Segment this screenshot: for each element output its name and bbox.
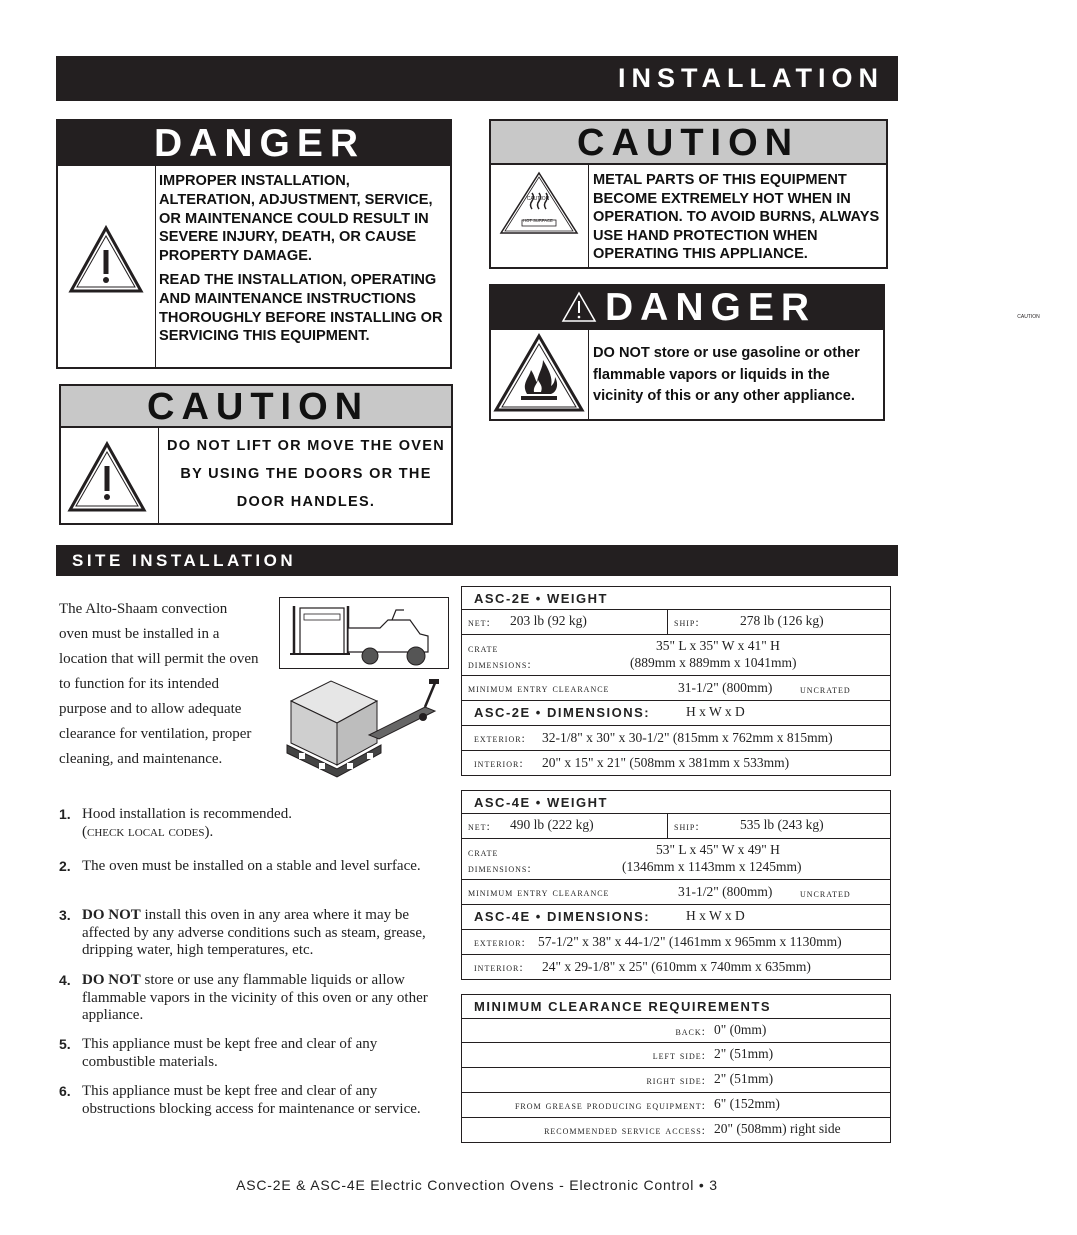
table-row	[462, 1042, 890, 1067]
flammable-icon	[491, 330, 589, 419]
warning-triangle-icon	[61, 428, 159, 523]
section-header-bar	[56, 56, 898, 101]
section-title: INSTALLATION	[618, 63, 884, 93]
danger-flammable-text: DO NOT store or use gasoline or other flammable vapors or liquids in the vicinity of this or any other appliance.	[593, 345, 860, 404]
crate-label: dimensions:	[468, 861, 532, 875]
site-installation-intro	[59, 597, 259, 772]
exterior-label: exterior:	[474, 935, 526, 949]
table-row	[462, 700, 890, 725]
table-row	[462, 1092, 890, 1117]
asc4e-spec-table	[461, 790, 891, 980]
crate-dimensions-mm: (889mm x 889mm x 1041mm)	[630, 655, 797, 670]
net-weight: 203 lb (92 kg)	[510, 613, 587, 628]
site-installation-bar	[56, 545, 898, 576]
table-heading: MINIMUM CLEARANCE REQUIREMENTS	[474, 999, 772, 1014]
min-entry-label: minimum entry clearance	[468, 885, 610, 899]
danger-text-1: IMPROPER INSTALLATION, ALTERATION, ADJUSTMENT, SERVICE, OR MAINTENANCE COULD RESULT IN SEVERE INJURY, DEATH, OR CAUSE PROPERTY DAMAGE.	[159, 173, 433, 265]
interior-label: interior:	[474, 960, 524, 974]
caution-title-bar	[491, 121, 886, 165]
hot-surface-icon-label-1: CAUTION	[1017, 314, 1040, 320]
list-item	[59, 1036, 444, 1071]
table-row	[462, 1018, 890, 1042]
table-row	[462, 609, 890, 634]
list-number: 1.	[59, 806, 71, 822]
dimension-order: H x W x D	[686, 908, 745, 923]
table-row	[462, 750, 890, 775]
table-heading: ASC-4E • WEIGHT	[474, 795, 608, 810]
forklift-illustration	[279, 597, 449, 669]
clearance-value: 2" (51mm)	[714, 1071, 774, 1086]
list-item	[59, 972, 444, 1025]
table-row	[462, 995, 890, 1018]
list-item	[59, 907, 444, 960]
crate-label: crate	[468, 845, 499, 859]
list-number: 6.	[59, 1083, 71, 1099]
net-label: net:	[468, 819, 491, 833]
page-footer: ASC-2E & ASC-4E Electric Convection Ovens - Electronic Control • 3	[236, 1177, 718, 1193]
table-row	[462, 954, 890, 979]
min-entry-suffix: uncrated	[800, 682, 851, 696]
table-heading: ASC-4E • DIMENSIONS:	[474, 909, 651, 924]
list-number: 2.	[59, 858, 71, 874]
hot-surface-icon-label-2: HOT SURFACE	[523, 218, 553, 223]
table-row	[462, 675, 890, 700]
list-text: This appliance must be kept free and clear of any combustible materials.	[82, 1036, 378, 1070]
interior-dimensions: 24" x 29-1/8" x 25" (610mm x 740mm x 635mm)	[542, 959, 811, 974]
clearance-value: 0" (0mm)	[714, 1022, 767, 1037]
clearance-label: from grease producing equipment:	[514, 1098, 706, 1112]
interior-dimensions: 20" x 15" x 21" (508mm x 381mm x 533mm)	[542, 755, 790, 770]
ship-weight: 535 lb (243 kg)	[740, 817, 824, 832]
table-row	[462, 904, 890, 929]
ship-label: ship:	[674, 615, 700, 629]
asc2e-spec-table	[461, 586, 891, 776]
clearance-label: left side:	[652, 1048, 706, 1062]
table-row	[462, 791, 890, 813]
crate-dimensions-mm: (1346mm x 1143mm x 1245mm)	[622, 859, 802, 874]
exterior-dimensions: 32-1/8" x 30" x 30-1/2" (815mm x 762mm x 815mm)	[542, 730, 833, 745]
min-entry-value: 31-1/2" (800mm)	[678, 884, 773, 899]
caution-box-lift	[59, 384, 453, 525]
list-text: Hood installation is recommended.	[82, 806, 292, 822]
hot-surface-icon-label-1-overlay: CAUTION	[526, 196, 550, 202]
list-emphasis: DO NOT	[82, 972, 141, 988]
clearance-label: recommended service access:	[544, 1123, 706, 1137]
danger-text-2: READ THE INSTALLATION, OPERATING AND MAINTENANCE INSTRUCTIONS THOROUGHLY BEFORE INSTALLING OR SERVICING THIS EQUIPMENT.	[159, 271, 443, 345]
exterior-dimensions: 57-1/2" x 38" x 44-1/2" (1461mm x 965mm x 1130mm)	[538, 934, 842, 949]
net-label: net:	[468, 615, 491, 629]
exterior-label: exterior:	[474, 731, 526, 745]
list-number: 5.	[59, 1036, 71, 1052]
caution-title-bar	[61, 386, 451, 428]
table-row	[462, 813, 890, 838]
list-number: 4.	[59, 972, 71, 988]
crate-dimensions-in: 53" L x 45" W x 49" H	[656, 842, 780, 857]
dimension-order: H x W x D	[686, 704, 745, 719]
danger-title: DANGER	[605, 286, 817, 329]
list-text: This appliance must be kept free and clear of any obstructions blocking access for maintenance or service.	[82, 1083, 421, 1117]
list-emphasis: DO NOT	[82, 907, 141, 923]
list-text: The oven must be installed on a stable and level surface.	[82, 858, 421, 874]
table-row	[462, 838, 890, 879]
caution-hot-text: METAL PARTS OF THIS EQUIPMENT BECOME EXTREMELY HOT WHEN IN OPERATION. TO AVOID BURNS, ALWAYS USE HAND PROTECTION WHEN OPERATING THIS APPLIANCE.	[593, 172, 880, 263]
crate-pallet-jack-illustration	[285, 673, 445, 781]
net-weight: 490 lb (222 kg)	[510, 817, 594, 832]
crate-label: crate	[468, 641, 499, 655]
crate-dimensions-in: 35" L x 35" W x 41" H	[656, 638, 780, 653]
ship-label: ship:	[674, 819, 700, 833]
clearance-value: 20" (508mm) right side	[714, 1121, 841, 1136]
min-entry-label: minimum entry clearance	[468, 681, 610, 695]
danger-box-improper-installation	[56, 119, 452, 369]
table-row	[462, 634, 890, 675]
clearance-value: 2" (51mm)	[714, 1046, 774, 1061]
clearance-label: back:	[675, 1024, 706, 1038]
clearance-table	[461, 994, 891, 1143]
caution-title: CAUTION	[147, 386, 370, 428]
clearance-label: right side:	[646, 1073, 706, 1087]
ship-weight: 278 lb (126 kg)	[740, 613, 824, 628]
caution-lift-text: DO NOT LIFT OR MOVE THE OVEN BY USING THE DOORS OR THE DOOR HANDLES.	[166, 438, 446, 510]
list-text: store or use any flammable liquids or allow flammable vapors in the vicinity of this oven or any other appliance.	[82, 972, 428, 1023]
crate-label: dimensions:	[468, 657, 532, 671]
clearance-value: 6" (152mm)	[714, 1096, 780, 1111]
danger-title-bar	[58, 121, 450, 166]
list-note: (check local codes).	[82, 823, 214, 840]
danger-title-bar	[491, 286, 883, 330]
table-row	[462, 587, 890, 609]
hot-surface-icon	[491, 165, 589, 267]
caution-title: CAUTION	[577, 122, 800, 164]
list-item	[59, 1083, 444, 1118]
danger-box-flammable	[489, 284, 885, 421]
danger-title: DANGER	[154, 122, 366, 165]
warning-triangle-icon	[561, 291, 597, 323]
min-entry-value: 31-1/2" (800mm)	[678, 680, 773, 695]
list-item	[59, 858, 444, 876]
table-heading: ASC-2E • WEIGHT	[474, 591, 608, 606]
table-row	[462, 725, 890, 750]
intro-text: The Alto-Shaam convection oven must be installed in a location that will permit the oven to function for its intended purpose and to allow adequate clearance for ventilation, proper cleaning, and maintenance.	[59, 601, 259, 767]
table-row	[462, 1067, 890, 1092]
table-row	[462, 879, 890, 904]
table-row	[462, 929, 890, 954]
interior-label: interior:	[474, 756, 524, 770]
table-heading: ASC-2E • DIMENSIONS:	[474, 705, 651, 720]
list-number: 3.	[59, 907, 71, 923]
list-text: install this oven in any area where it may be affected by any adverse conditions such as steam, grease, dripping water, high temperatures, etc.	[82, 907, 426, 958]
site-installation-title: SITE INSTALLATION	[72, 551, 297, 570]
warning-triangle-icon	[58, 166, 156, 367]
table-row	[462, 1117, 890, 1142]
min-entry-suffix: uncrated	[800, 886, 851, 900]
list-item	[59, 806, 444, 841]
